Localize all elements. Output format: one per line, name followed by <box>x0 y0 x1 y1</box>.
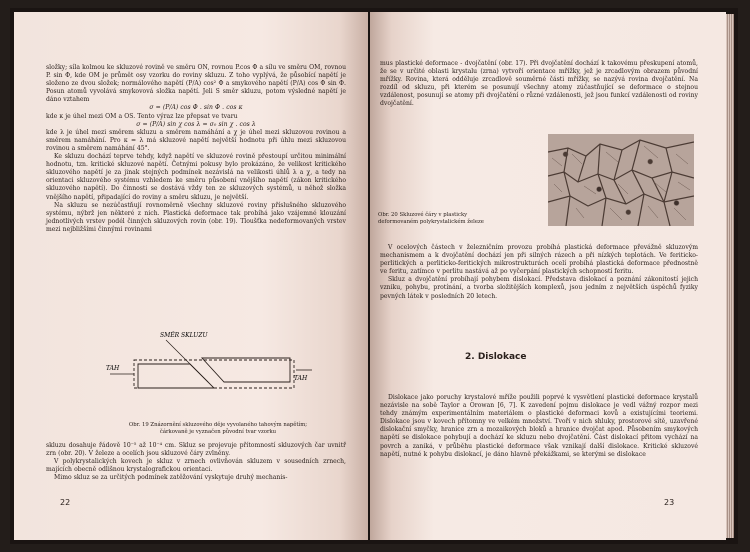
slip-direction-line <box>166 340 208 382</box>
paragraph: Mimo skluz se za určitých podmínek zatěžování vyskytuje druhý mechanis- <box>54 474 288 482</box>
right-text-bottom <box>380 394 698 459</box>
slip-direction-label: SMĚR SKLUZU <box>160 332 208 339</box>
page-number-right: 23 <box>664 498 675 507</box>
paragraph: kde λ je úhel mezi směrem skluzu a směrem namáhání a χ je úhel mezi skluzovou rovinou a směrem namáhání. Pro κ = λ má skluzové napětí největší hodnotu při úhlu mezi skluzovou rovinou a směrem namáhání 45°. <box>46 128 346 152</box>
page-number-left: 22 <box>60 498 71 507</box>
slip-diagram <box>106 330 316 420</box>
paragraph: složky; síla kolmou ke skluzové rovině ve směru ON, rovnou P.cos Φ a sílu ve směru OM, rovnou P. sin Φ, kde OM je průmět osy vzorku do roviny skluzu. Z toho vyplývá, že působící napětí je složeno ze dvou složek; normálového napětí (P/A) cos² Φ a smykového napětí (P/A) cos Φ sin Φ. Posun atomů vyvolává smykovová složka napětí. Jeli S směr skluzu, potom výsledné napětí je dáno vztahem <box>46 64 346 104</box>
right-page <box>370 12 726 540</box>
paragraph: Ke skluzu dochází teprve tehdy, když napětí ve skluzové rovině přestoupí určitou minimální hodnotu, tzn. kritické skluzové napětí. Četnými pokusy bylo prokázáno, že velikost kritického skluzového napětí je za jinak stejných podmínek nezávislá na velikosti úhlů λ a χ, a tedy na orientaci skluzového systému vzhledem ke směru působení vnějšího napětí (zákon kritického skluzového napětí). Do činnosti se dostává vždy ten ze skluzových systémů, u něhož složka vnějšího napětí, připadající do roviny a směru skluzu, je největší. <box>46 153 346 201</box>
paragraph: Dislokace jako poruchy krystalové mříže použili poprvé k vysvětlení plastické deformace krystalů nezávisle na sobě Taylor a Orowan [6, 7]. K zavedení pojmu dislokace je vedl vážný rozpor mezi tehdy známým experimentálním materiálem o plastické deformaci kovů a existujícími teoriemi. Dislokace jsou v kovech přítomny ve velkém množství. Tvoří v nich shluky, prostorové sítě, uzavřené dislokační smyčky, hranice zrn a mozaikových bloků a hranice dvojčat apod. Působením smykových napětí se dislokace pohybují a dochází ke skluzu nebo dvojčatění. Část dislokací přitom vychází na povrch a zaniká, v průběhu plastické deformace však vznikají další dislokace. Kritické skluzové napětí, nutné k pohybu dislokací, je dáno hlavně překážkami, se kterými se dislokace <box>380 394 698 458</box>
section-heading: 2. Dislokace <box>465 352 527 362</box>
grain-boundaries <box>548 134 694 226</box>
paragraph: kde κ je úhel mezi OM a OS. Tento výraz lze přepsat ve tvaru <box>46 112 238 120</box>
tension-label-left: TAH <box>106 365 120 372</box>
right-text-top <box>380 60 698 109</box>
figure-20-caption: Obr. 20 Skluzové čáry v plasticky deformovaném polykrystalickém železe <box>378 212 484 225</box>
figure-19-caption: Obr. 19 Znázornění skluzového děje vyvolaného tahovým napětím; čárkovaně je vyznačen původní tvar vzorku <box>128 422 308 435</box>
paragraph: skluzu dosahuje řádově 10⁻⁵ až 10⁻⁴ cm. Skluz se projevuje přítomností skluzových čar uvnitř zrn (obr. 20). V železe a ocelích jsou skluzové čáry zvlněny. <box>46 442 346 458</box>
paragraph: Na skluzu se nezúčastňují rovnoměrně všechny skluzové roviny příslušného skluzového systému, nýbrž jen některé z nich. Plastická deformace tak probíhá jako vzájemné klouzání jednotlivých vrstev podél činných skluzových rovin (obr. 19). Tloušťka nedeformovaných vrstev mezi nejbližšími činnými rovinami <box>46 201 346 233</box>
open-book <box>10 8 738 544</box>
specimen-outline <box>134 358 294 388</box>
page-edges <box>726 14 734 538</box>
micrograph-photo <box>548 134 694 226</box>
left-page <box>14 12 368 540</box>
paragraph: Skluz a dvojčatění probíhají pohybem dislokací. Představa dislokací a poznání zákonitostí jejich vzniku, pohybu, protínání, a tvorba složitějších komplexů, jsou jedním z největších úspěchů fyziky pevných látek v posledních 20 letech. <box>380 276 698 300</box>
formula-1: σ = (P/A) cos Φ . sin Φ . cos κ <box>149 104 243 112</box>
left-text-bottom <box>46 442 346 482</box>
tension-label-right: TAH <box>294 375 308 382</box>
formula-2: σ = (P/A) sin χ cos λ = σ₀ sin χ . cos λ <box>136 120 256 128</box>
paragraph: mus plastické deformace - dvojčatění (obr. 17). Při dvojčatění dochází k takovému přeskupení atomů, že se v určité oblasti krystalu (zrna) vytvoří orientace mřížky, jež je zrcadlovým obrazem původní mřížky. Rovina, která odděluje zrcadlově souměrné části mřížky, se nazývá rovina dvojčatění. Na rozdíl od skluzu, při kterém se posunují všechny atomy zúčastňující se deformace o stejnou vzdálenost, posunují se atomy při dvojčatění o různé vzdálenosti, jež jsou funkcí vzdálenosti od roviny dvojčatění. <box>380 60 698 108</box>
left-text-top <box>46 64 346 234</box>
right-text-middle <box>380 244 698 301</box>
paragraph: V ocelových částech v železničním provozu probíhá plastická deformace převážně skluzovým mechanismem a k dvojčatění dochází jen při silných rázech a při nízkých teplotách. Ve feriticko-perlitických a perliticko-feritických mikrostrukturách ocelí probíhá plastická deformace přednostně ve feritu, zatímco v perlitu nastává až po vyčerpání plastických schopností feritu. <box>380 244 698 276</box>
paragraph: V polykrystalických kovech je skluz v zrnech ovlivňován skluzem v sousedních zrnech, majících obecně odlišnou krystalografickou orientaci. <box>46 458 346 474</box>
